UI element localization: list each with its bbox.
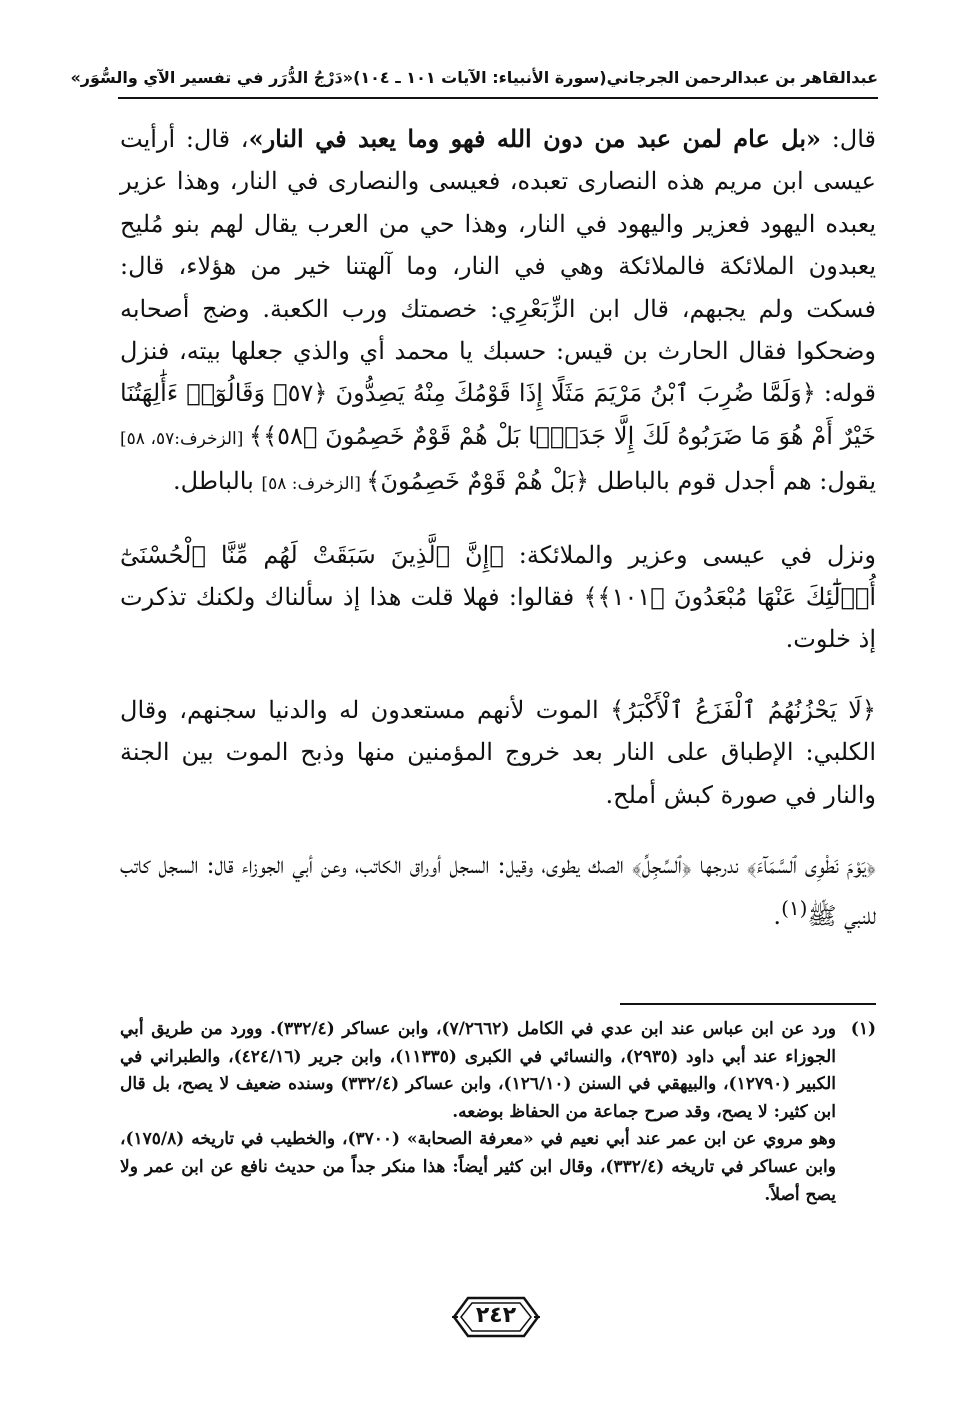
text-run: يقول: هم أجدل قوم بالباطل [589,467,876,496]
header-rule [118,97,878,99]
header-author: عبدالقاهر بن عبدالرحمن الجرجاني [606,67,878,87]
footnote-line: ورد عن ابن عباس عند ابن عدي في الكامل (٧/٢٦٦٢)، وابن عساكر (٣٣٢/٤). وورد من طريق أبي الجوزاء عند أبي داود (٢٩٣٥)، والنسائي في الكبرى (١١٣٣٥)، وابن جرير (٤٢٤/١٦)، والطبراني في الكبير (١٢٧٩٠)، والبيهقي في السنن (١٢٦/١٠)، وابن عساكر (٣٣٢/٤) وسنده ضعيف لا يصح، بل قال ابن كثير: لا يصح، وقد صرح جماعة من الحفاظ بوضعه. [120,1019,837,1122]
page-number: ٢٤٢ [475,1303,517,1328]
text-run: قال: [821,125,877,153]
quran-verse: ﴿بَلْ هُمْ قَوْمٌ خَصِمُونَ﴾ [366,467,590,496]
header-section: (سورة الأنبياء: الآيات ١٠١ ـ ١٠٤) [353,67,607,87]
paragraph-2 [120,534,876,661]
quran-verse: ﴿ٱلسِّجِلِّ﴾ [631,851,692,880]
footnote-number: (١) [850,1019,876,1039]
paragraph-3 [120,689,876,816]
page-number-ornament [452,1294,540,1340]
paragraph-1 [120,118,876,506]
main-text [120,118,876,937]
footnote-body [120,1016,836,1209]
quran-verse: ﴿يَوْمَ نَطْوِى ٱلسَّمَآءَ﴾ [746,851,876,880]
text-run: ونزل في عيسى وعزير والملائكة: [503,540,877,569]
verse-reference: [الزخرف:٥٧، ٥٨] [120,428,249,449]
verse-reference: [الزخرف: ٥٨] [261,474,367,495]
footnote-marker: (١) [781,895,808,920]
text-run: ، قال: أرأيت عيسى ابن مريم هذه النصارى تعبده، فعيسى والنصارى في النار، وهذا عزير يعبده اليهود فعزير واليهود في النار، وهذا حي من العرب يقال لهم بنو مُليح يعبدون الملائكة فالملائكة وهي في النار، وما آلهتنا خير من هؤلاء، قال: فسكت ولم يجبهم، قال ابن الزِّبَعْرِي: خصمتك ورب الكعبة. وضج أصحابه وضحكوا فقال الحارث بن قيس: حسبك يا محمد أي والذي جعلها بيته، فنزل قوله: [120,125,876,408]
quran-verse: ﴿لَا يَحْزُنُهُمُ ٱلْفَزَعُ ٱلْأَكْبَرُ﴾ [610,695,876,724]
footnote [120,1016,876,1209]
text-run: الصك يطوى، وقيل: السجل أوراق الكاتب، وعن أبي الجوزاء قال: السجل كاتب للنبي ﷺ [120,851,876,930]
text-run: فقالوا: فهلا قلت هذا إذ سألناك ولكنك تذكرت إذ خلوت. [120,583,876,654]
text-run: بالباطل. [173,467,262,496]
paragraph-4 [120,844,876,937]
text-run: ندرجها [691,851,747,880]
running-header [70,60,878,94]
hadith-quote: «بل عام لمن عبد من دون الله فهو وما يعبد في النار» [248,124,822,153]
footnotes [120,1016,876,1209]
footnote-rule [620,1003,876,1005]
quran-verse: ﴿إِنَّ ٱلَّذِينَ سَبَقَتْ لَهُم مِّنَّا ٱلْحُسْنَىٰٓ أُو۟لَٰٓئِكَ عَنْهَا مُبْعَدُونَ ﴿١٠١﴾﴾ [120,540,876,612]
text-run: . [773,901,782,930]
footnote-line: وهو مروي عن ابن عمر عند أبي نعيم في «معرفة الصحابة» (٣٧٠٠)، والخطيب في تاريخه (١٧٥/٨)، وابن عساكر في تاريخه (٣٣٢/٤)، وقال ابن كثير أيضاً: هذا منكر جداً من حديث نافع عن ابن عمر ولا يصح أصلاً. [120,1129,836,1205]
quran-verse: ﴿وَلَمَّا ضُرِبَ ٱبْنُ مَرْيَمَ مَثَلًا إِذَا قَوْمُكَ مِنْهُ يَصِدُّونَ ﴿٥٧﴾ وَقَالُوٓا۟ ءَأَٰلِهَتُنَا خَيْرٌ أَمْ هُوَ مَا ضَرَبُوهُ لَكَ إِلَّا جَدَلًۢا بَلْ هُمْ قَوْمٌ خَصِمُونَ ﴿٥٨﴾﴾ [120,379,877,450]
text-run: الموت لأنهم مستعدون له والدنيا سجنهم، وقال الكلبي: الإطباق على النار بعد خروج المؤمنين منها وذبح الموت بين الجنة والنار في صورة كبش أملح. [120,695,876,809]
header-book-title: «دَرْجُ الدُّرَر في تفسير الآي والسُّوَر» [70,67,354,87]
